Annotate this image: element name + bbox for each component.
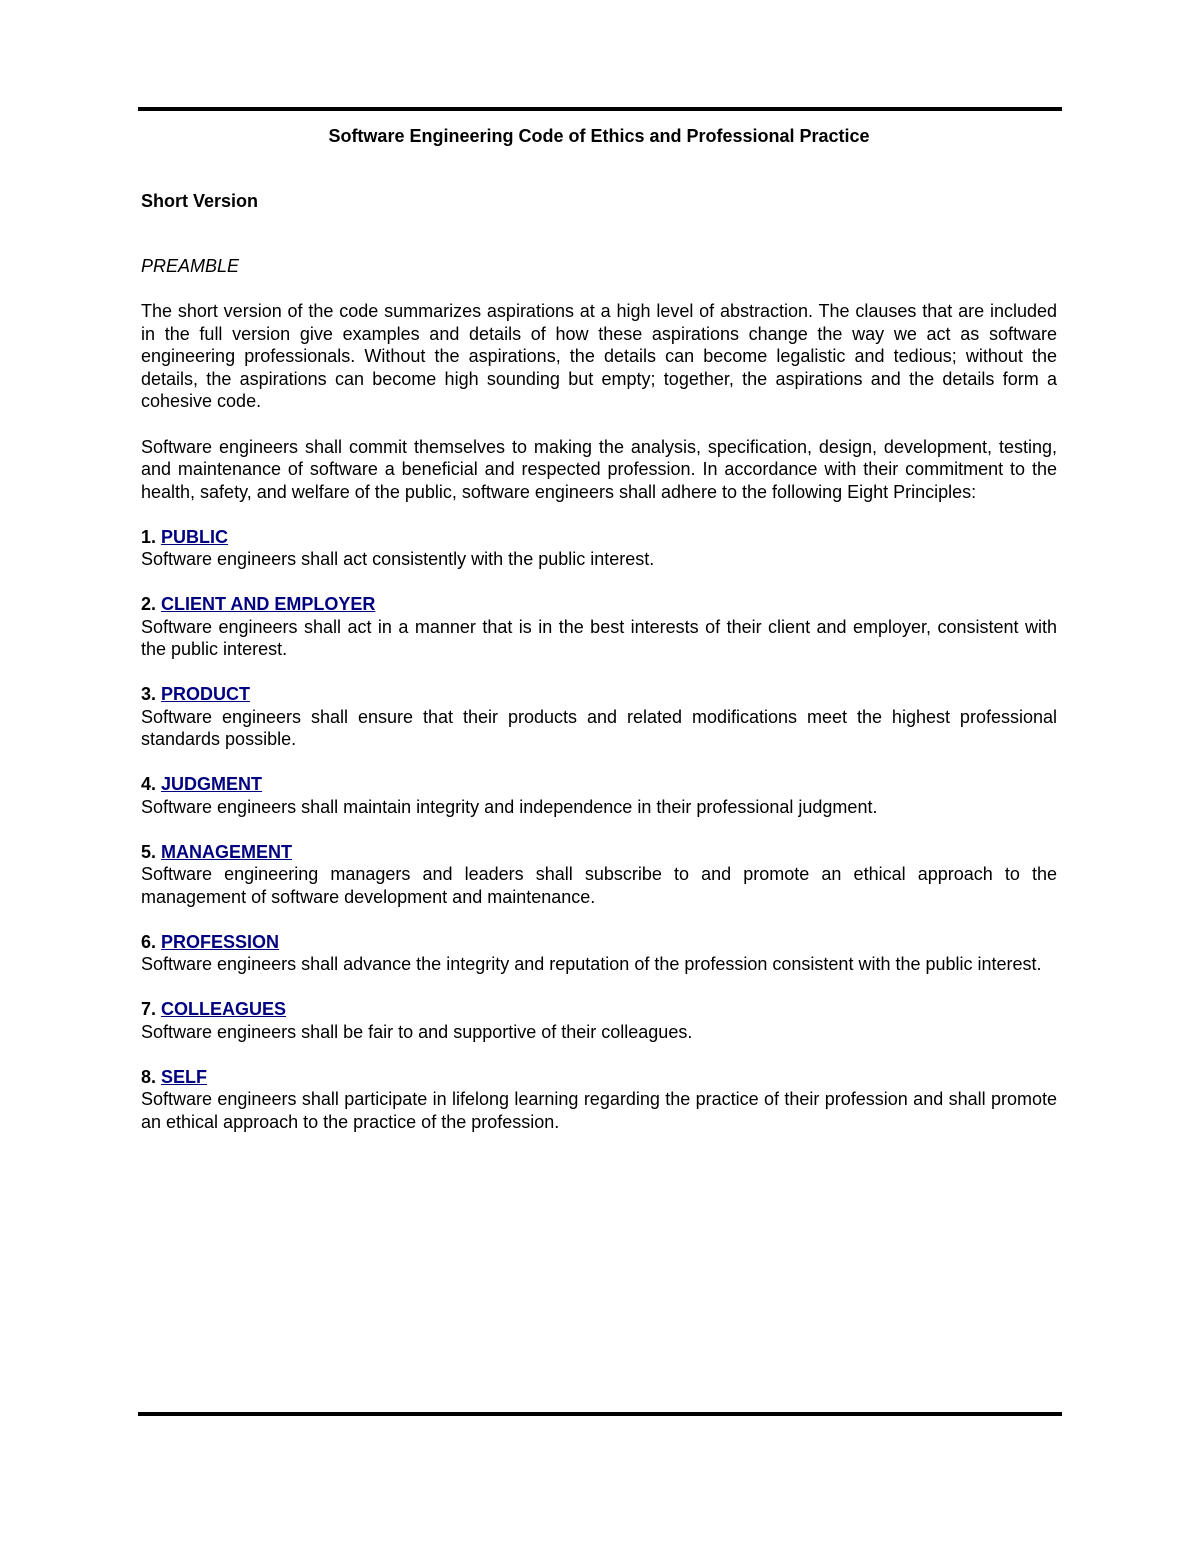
principle-item [141,683,1057,751]
principle-number: 3. [141,684,157,704]
principle-text: Software engineers shall act in a manner that is in the best interests of their client and employer, consistent with the public interest. [141,616,1057,659]
principle-item [141,931,1057,976]
top-rule [138,107,1062,111]
principle-heading [141,773,1057,796]
principle-link-colleagues[interactable]: COLLEAGUES [161,999,287,1019]
principle-link-self[interactable]: SELF [161,1066,208,1087]
principle-text: Software engineers shall act consistently with the public interest. [141,549,655,569]
principle-number: 2. [141,594,157,614]
bottom-rule [138,1412,1062,1416]
principle-number: 8. [141,1066,157,1087]
principle-number: 7. [141,999,157,1019]
principle-item [141,998,1057,1043]
principle-heading [141,593,1057,616]
principle-heading [141,931,1057,954]
principle-link-judgment[interactable]: JUDGMENT [161,774,263,794]
principle-heading [141,841,1057,864]
principle-item [141,773,1057,818]
document-body [141,125,1057,1133]
principle-text: Software engineers shall ensure that their products and related modifications meet the highest professional standards possible. [141,706,1057,749]
principle-text: Software engineering managers and leaders shall subscribe to and promote an ethical approach to the management of software development and maintenance. [141,864,1057,907]
principle-link-client-and-employer[interactable]: CLIENT AND EMPLOYER [161,594,376,614]
principle-link-management[interactable]: MANAGEMENT [161,841,293,862]
principle-link-profession[interactable]: PROFESSION [161,931,280,952]
principle-number: 5. [141,841,157,862]
principle-heading [141,998,1057,1021]
principle-item [141,526,1057,571]
document-title: Software Engineering Code of Ethics and Professional Practice [328,126,870,146]
document-subtitle: Short Version [141,191,259,211]
principle-link-public[interactable]: PUBLIC [161,526,229,547]
principle-item [141,841,1057,909]
preamble-paragraph: The short version of the code summarizes aspirations at a high level of abstraction. The clauses that are included in the full version give examples and details of how these aspirations change the way we act as software engineering professionals. Without the aspirations, the details can become legalistic and tedious; without the details, the aspirations can become high sounding but empty; together, the aspirations and the details form a cohesive code. [141,301,1057,411]
principle-text: Software engineers shall be fair to and supportive of their colleagues. [141,1021,693,1042]
principle-number: 4. [141,774,157,794]
principle-item [141,1066,1057,1134]
principle-link-product[interactable]: PRODUCT [161,684,251,704]
principle-number: 6. [141,931,157,952]
preamble-heading: PREAMBLE [141,255,240,276]
principle-item [141,593,1057,661]
principle-heading [141,526,1057,549]
principle-heading [141,683,1057,706]
principle-heading [141,1066,1057,1089]
preamble-paragraph: Software engineers shall commit themselves to making the analysis, specification, design, development, testing, and maintenance of software a beneficial and respected profession. In accordance with their commitment to the health, safety, and welfare of the public, software engineers shall adhere to the following Eight Principles: [141,436,1057,502]
principle-text: Software engineers shall advance the integrity and reputation of the profession consistent with the public interest. [141,954,1042,974]
principle-number: 1. [141,526,157,547]
principle-text: Software engineers shall participate in lifelong learning regarding the practice of their profession and shall promote an ethical approach to the practice of the profession. [141,1089,1057,1132]
principle-text: Software engineers shall maintain integrity and independence in their professional judgment. [141,796,878,817]
